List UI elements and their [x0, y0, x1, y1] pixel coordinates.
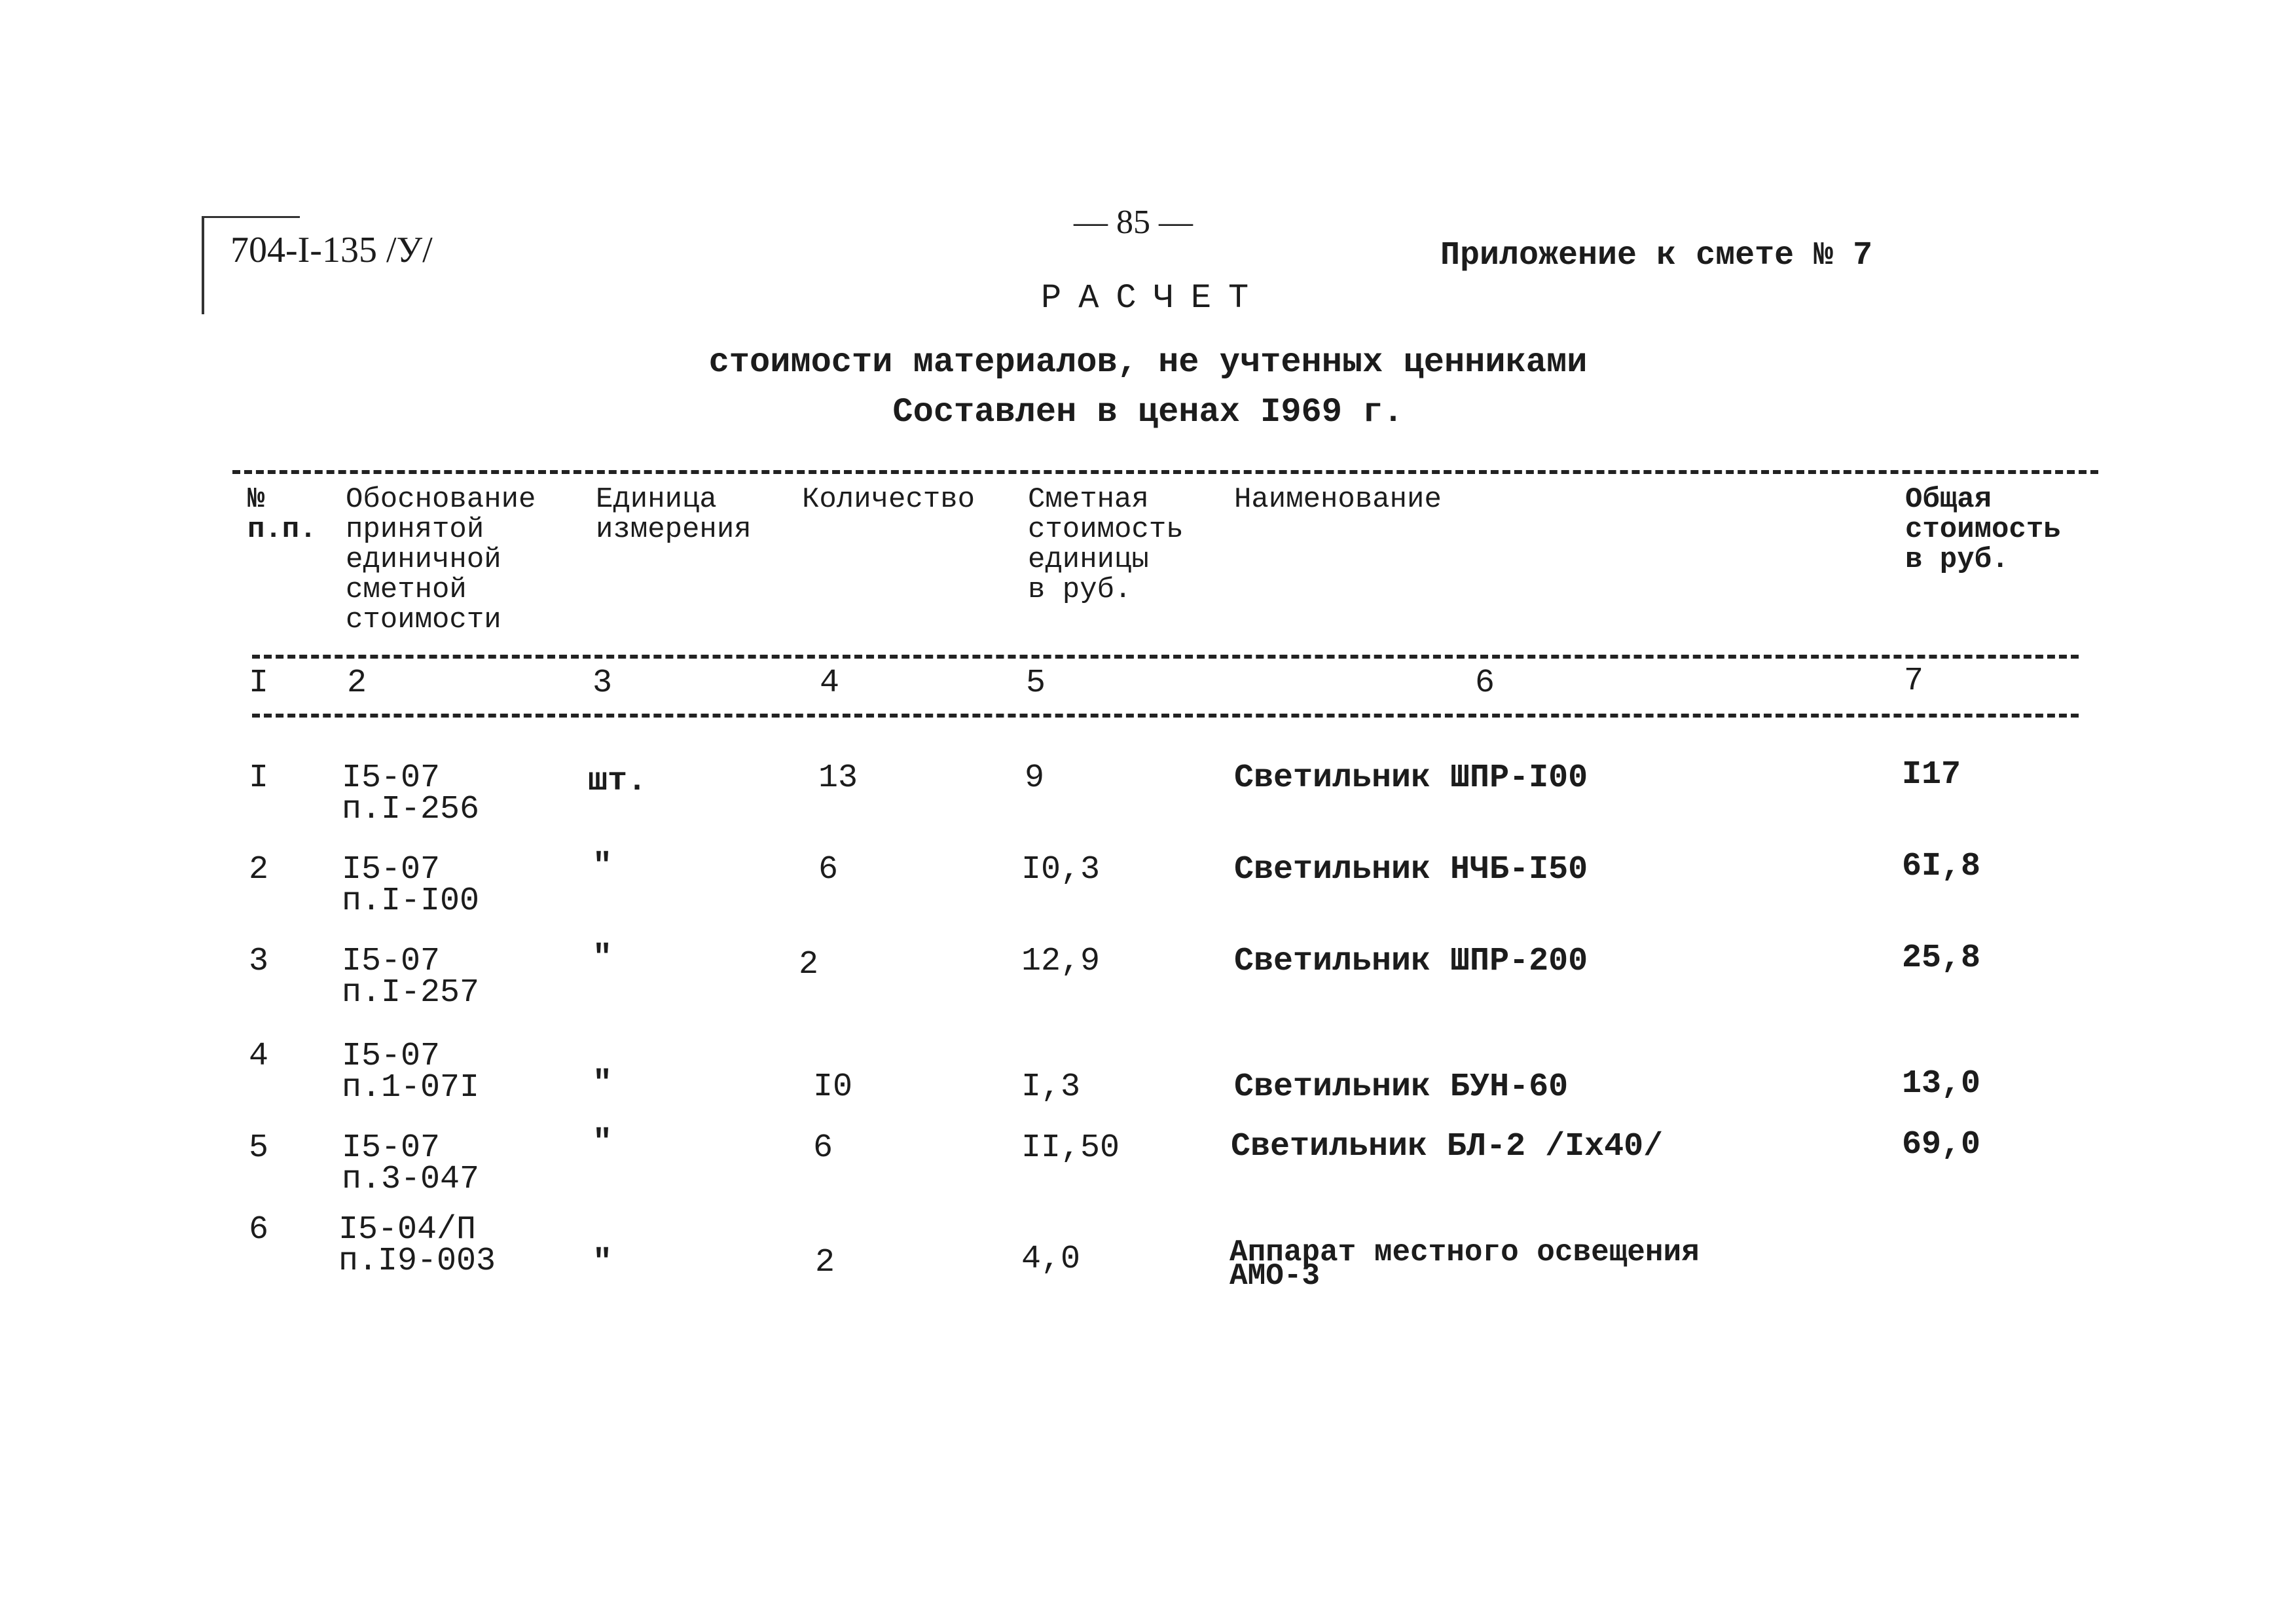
row-item-name: Светильник БЛ-2 /Iх40/: [1231, 1128, 1664, 1165]
col-header-qty: Количество: [802, 483, 975, 516]
row-unit-cost: 9: [1025, 759, 1045, 797]
col-header-no: № п.п.: [247, 483, 317, 546]
column-number: 7: [1904, 663, 1924, 700]
col-header-unit-cost: Сметная стоимость единицы в руб.: [1028, 483, 1184, 606]
row-total: 25,8: [1902, 939, 1981, 977]
row-number: I: [249, 759, 269, 797]
column-number: 2: [347, 665, 367, 702]
col-header-unit: Единица измерения: [596, 483, 752, 546]
row-unit: ": [592, 1124, 613, 1161]
row-basis: I5-07 п.I-I00: [342, 851, 480, 920]
row-quantity: I0: [813, 1068, 853, 1106]
page-number: — 85 —: [1074, 204, 1193, 241]
row-basis: I5-07 п.I-257: [342, 943, 480, 1012]
col-header-name: Наименование: [1234, 483, 1442, 516]
row-unit-cost: I0,3: [1021, 851, 1101, 888]
row-unit-cost: 12,9: [1021, 943, 1101, 980]
row-basis: I5-07 п.1-07I: [342, 1038, 480, 1106]
table-top-rule: [232, 470, 2098, 474]
row-unit-cost: I,3: [1021, 1068, 1081, 1106]
row-basis: I5-04/П п.I9-003: [338, 1211, 496, 1280]
row-item-name: Аппарат местного освещения АМО-3: [1230, 1235, 1700, 1293]
row-quantity: 6: [813, 1129, 833, 1167]
row-item-name: Светильник ШПР-I00: [1234, 759, 1588, 797]
document-code: 704-I-135 /У/: [230, 230, 433, 270]
row-number: 2: [249, 851, 269, 888]
row-item-name: Светильник ШПР-200: [1234, 943, 1588, 980]
row-total: 69,0: [1902, 1126, 1981, 1163]
row-basis: I5-07 п.I-256: [342, 759, 480, 828]
row-item-name: Светильник НЧБ-I50: [1234, 851, 1588, 888]
row-unit: шт.: [588, 763, 647, 800]
header-bottom-rule: [252, 655, 2079, 659]
row-unit-cost: II,50: [1021, 1129, 1120, 1167]
col-header-total: Общая стоимость в руб.: [1905, 483, 2061, 576]
row-number: 3: [249, 943, 269, 980]
row-unit: ": [592, 1065, 613, 1103]
row-number: 5: [249, 1129, 269, 1167]
document-subtitle: стоимости материалов, не учтенных ценниками: [708, 343, 1588, 382]
column-number: 5: [1026, 665, 1046, 702]
row-unit: ": [592, 939, 613, 977]
row-quantity: 13: [818, 759, 858, 797]
row-number: 6: [249, 1211, 269, 1249]
column-number: I: [249, 665, 269, 702]
appendix-reference: Приложение к смете № 7: [1440, 237, 1873, 274]
row-quantity: 6: [818, 851, 839, 888]
row-number: 4: [249, 1038, 269, 1075]
row-unit: ": [592, 1244, 613, 1281]
row-total: I17: [1902, 756, 1961, 793]
column-number: 4: [820, 665, 840, 702]
corner-bracket-horizontal: [202, 216, 300, 218]
row-quantity: 2: [815, 1244, 835, 1281]
row-unit-cost: 4,0: [1021, 1241, 1081, 1278]
row-basis: I5-07 п.3-047: [342, 1129, 480, 1198]
corner-bracket-vertical: [202, 216, 204, 314]
document-subtitle-prices: Составлен в ценах I969 г.: [892, 393, 1404, 431]
row-item-name: Светильник БУН-60: [1234, 1068, 1569, 1106]
numbers-bottom-rule: [252, 714, 2079, 718]
row-total: 13,0: [1902, 1065, 1981, 1103]
column-number: 3: [592, 665, 613, 702]
document-title: РАСЧЕТ: [1041, 279, 1266, 318]
row-quantity: 2: [799, 946, 819, 983]
column-number: 6: [1475, 665, 1495, 702]
col-header-basis: Обоснование принятой единичной сметной стоимости: [346, 483, 536, 636]
row-total: 6I,8: [1902, 848, 1981, 885]
row-unit: ": [592, 848, 613, 885]
